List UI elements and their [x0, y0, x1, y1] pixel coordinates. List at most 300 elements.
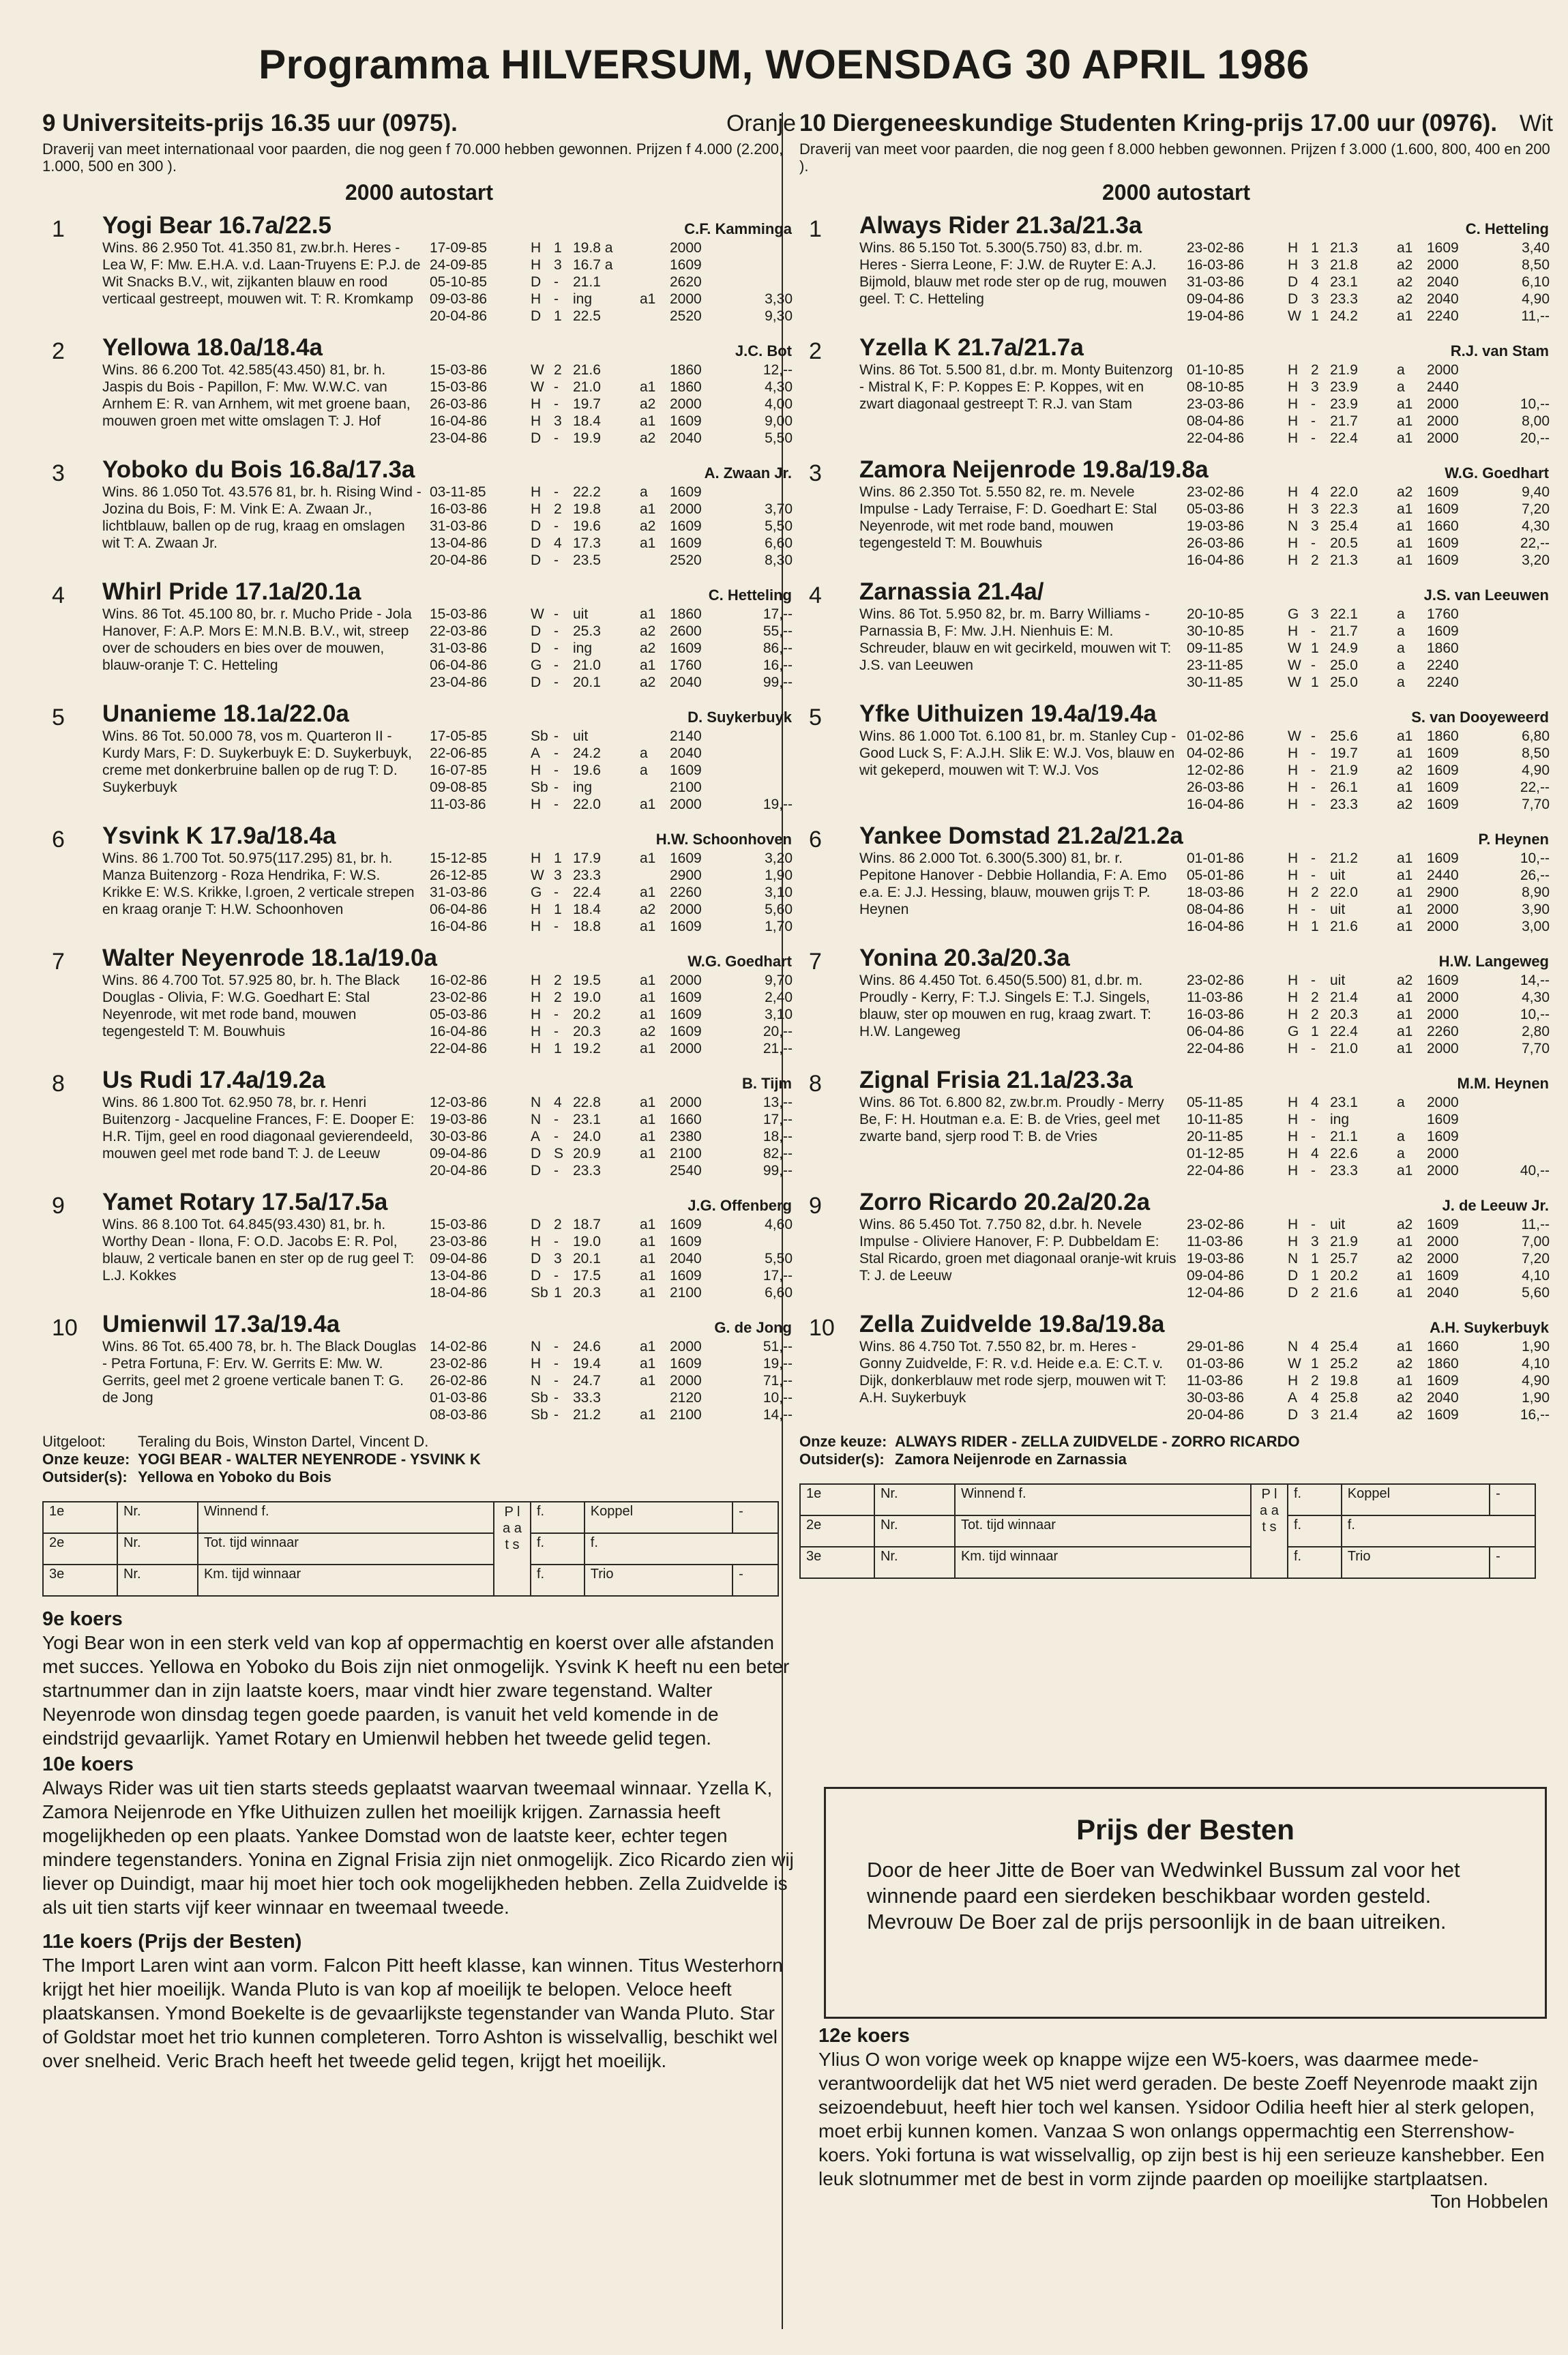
start-cell: - — [554, 657, 559, 673]
horse-number: 1 — [52, 216, 65, 242]
start-cell: 19.6 — [573, 762, 601, 778]
start-cell: 1860 — [670, 606, 702, 622]
start-cell: 17-05-85 — [430, 728, 488, 744]
start-cell: 3,10 — [765, 1007, 793, 1022]
start-cell: 2000 — [1427, 396, 1459, 412]
start-cell: 22.4 — [1330, 430, 1358, 446]
start-cell: 25.4 — [1330, 518, 1358, 534]
start-cell: 01-10-85 — [1187, 362, 1245, 378]
start-row — [430, 867, 796, 884]
horse-info: Wins. 86 Tot. 6.800 82, zw.br.m. Proudly - Merry Be, F: H. Houtman e.a. E: B. de Vries, geel met zwarte band, sjerp rood T: B. de Vries — [859, 1095, 1164, 1144]
start-cell: 3,20 — [765, 850, 793, 866]
bet-dash: - — [1490, 1547, 1535, 1578]
start-cell: 22.6 — [1330, 1146, 1358, 1161]
start-cell: H — [1288, 396, 1299, 412]
start-cell: 25.4 — [1330, 1339, 1358, 1354]
start-row — [430, 484, 796, 501]
start-cell: - — [554, 1007, 559, 1022]
horse-info: Wins. 86 1.800 Tot. 62.950 78, br. r. Henri Buitenzorg - Jacqueline Frances, F: E. Dooper E: H.R. Tijm, geel en rood diagonaal gevierendeeld, mouwen geel met rode band T: J. de Leeuw — [102, 1095, 415, 1161]
start-cell: H — [1288, 1146, 1299, 1161]
start-cell: 23.5 — [573, 552, 601, 568]
start-cell: 1660 — [1427, 1339, 1459, 1354]
horse-number: 3 — [809, 460, 822, 486]
start-cell: H — [1288, 413, 1299, 429]
start-cell: 05-01-86 — [1187, 868, 1245, 883]
start-cell: a1 — [1397, 885, 1413, 900]
start-cell: - — [1311, 868, 1316, 883]
start-cell: 2000 — [1427, 257, 1459, 273]
horse-trainer: H.W. Schoonhoven — [655, 831, 792, 848]
start-cell: 23.1 — [1330, 274, 1358, 290]
k12-title: 12e koers — [818, 2025, 910, 2047]
start-cell: a2 — [1397, 1407, 1413, 1423]
start-row — [1187, 779, 1553, 796]
start-cell: 11-03-86 — [1187, 990, 1243, 1005]
start-row — [430, 273, 796, 291]
start-cell — [1495, 1111, 1550, 1128]
horse-name: Always Rider 21.3a/21.3a — [859, 212, 1142, 239]
start-cell: 19,-- — [763, 797, 793, 812]
start-cell: 1609 — [1427, 535, 1459, 551]
horse-starts — [1187, 361, 1553, 447]
start-cell: a1 — [640, 990, 656, 1005]
start-cell: 55,-- — [763, 623, 793, 639]
start-cell: 2000 — [1427, 1146, 1459, 1161]
start-cell: - — [1311, 623, 1316, 639]
start-row — [1187, 518, 1553, 535]
start-row — [430, 1162, 796, 1179]
start-row — [430, 989, 796, 1006]
start-row — [430, 1094, 796, 1111]
horse-name: Zorro Ricardo 20.2a/20.2a — [859, 1189, 1151, 1215]
start-cell: 4,60 — [765, 1217, 793, 1232]
start-cell: 09-11-85 — [1187, 640, 1243, 656]
horse-entry — [799, 578, 1553, 691]
start-cell: 2000 — [1427, 1041, 1459, 1056]
start-cell: 16-03-86 — [1187, 257, 1245, 273]
start-cell: H — [1288, 919, 1299, 934]
start-cell: 14,-- — [1520, 973, 1550, 988]
horse-entry — [799, 700, 1553, 813]
start-cell: H — [1288, 868, 1299, 883]
start-cell: - — [1311, 745, 1316, 761]
start-cell: 2000 — [670, 291, 702, 307]
horse-number: 8 — [809, 1071, 822, 1097]
start-cell: 19.0 — [573, 990, 601, 1005]
start-row — [430, 850, 796, 867]
horse-trainer: A.H. Suykerbuyk — [1430, 1319, 1549, 1336]
outsider-value: Yellowa en Yoboko du Bois — [138, 1468, 332, 1485]
start-cell: 7,00 — [1522, 1234, 1550, 1249]
start-row — [430, 623, 796, 640]
horse-info: Wins. 86 Tot. 65.400 78, br. h. The Black Douglas - Petra Fortuna, F: Erv. W. Gerrits E: Mw. W. Gerrits, geel met 2 groene verticale banen T: G. de Jong — [102, 1339, 417, 1406]
start-cell: 7,20 — [1522, 501, 1550, 517]
start-cell: - — [554, 1373, 559, 1389]
start-row — [430, 884, 796, 901]
start-cell: 2 — [1311, 552, 1319, 568]
start-cell: ing — [1330, 1112, 1350, 1127]
start-cell: 2440 — [1427, 379, 1459, 395]
start-cell: a1 — [640, 291, 656, 307]
start-cell: 30-10-85 — [1187, 623, 1245, 639]
start-cell: W — [531, 362, 544, 378]
start-cell: 1609 — [670, 413, 702, 429]
horse-name: Yamet Rotary 17.5a/17.5a — [102, 1189, 388, 1215]
start-cell: 4,90 — [1522, 1373, 1550, 1389]
bet-place: 1e — [43, 1502, 117, 1533]
start-cell: 6,60 — [765, 1285, 793, 1301]
start-cell: 9,40 — [1522, 484, 1550, 500]
start-cell: 2000 — [1427, 430, 1459, 446]
start-cell: - — [1311, 1129, 1316, 1144]
start-row — [1187, 430, 1553, 447]
horse-number: 10 — [52, 1315, 78, 1341]
start-cell: a — [1397, 379, 1405, 395]
race-9-extras — [42, 1433, 796, 1486]
start-cell: 17.3 — [573, 535, 601, 551]
start-cell — [640, 1162, 670, 1179]
start-cell: a2 — [640, 640, 656, 656]
start-cell — [1495, 623, 1550, 640]
start-cell: 1760 — [670, 657, 702, 673]
page-title: Programma HILVERSUM, WOENSDAG 30 APRIL 1986 — [258, 42, 1310, 87]
horse-entry — [799, 334, 1553, 447]
bet-f: f. — [585, 1533, 778, 1565]
bet-f: f. — [1288, 1547, 1342, 1578]
start-cell: 22.5 — [573, 308, 601, 324]
k11-text: The Import Laren wint aan vorm. Falcon Pitt heeft klasse, kan winnen. Titus Westerhorn krijgt het hier moeilijk. Wanda Pluto is van kop af moeilijk te belopen. Veloce heeft plaatskansen. Ymond Boekelte is de gevaarlijkste tegenstander van Wanda Pluto. Star of Goldstar moet het trio kunnen completeren. Torro Ashton is wisselvallig, beschikt wel over snelheid. Veric Brach heeft het tweede gelid tegen, krijgt het moeilijk. — [42, 1955, 783, 2071]
start-cell: D — [531, 640, 542, 656]
start-cell: 23-02-86 — [430, 1356, 488, 1372]
start-cell: a1 — [640, 1007, 656, 1022]
start-cell: 2 — [1311, 362, 1319, 378]
race-9-column — [42, 109, 796, 2073]
start-cell: 22,-- — [1520, 780, 1550, 795]
start-row — [1187, 989, 1553, 1006]
horse-info: Wins. 86 2.950 Tot. 41.350 81, zw.br.h. Heres - Lea W, F: Mw. E.H.A. v.d. Laan-Truyens E: P.J. de Wit Snacks B.V., wit, zijkanten blauw en rood verticaal gestreept, mouwen wit. T: R. Kromkamp — [102, 240, 421, 307]
start-cell: 22-04-86 — [1187, 1163, 1245, 1179]
start-cell: 25.8 — [1330, 1390, 1358, 1406]
start-cell: 3 — [554, 1251, 562, 1267]
start-cell: 19-04-86 — [1187, 308, 1245, 324]
start-cell: a1 — [640, 1095, 656, 1110]
start-cell — [640, 728, 670, 745]
start-cell: 23-02-86 — [1187, 240, 1245, 256]
start-row — [430, 256, 796, 273]
start-cell: a — [1397, 362, 1405, 378]
start-cell: - — [554, 745, 559, 761]
start-cell: 1609 — [1427, 623, 1459, 639]
start-cell: a1 — [1397, 728, 1413, 744]
start-cell: 23.1 — [1330, 1095, 1358, 1110]
start-row — [430, 430, 796, 447]
start-cell: a — [1397, 606, 1405, 622]
horse-info: Wins. 86 2.000 Tot. 6.300(5.300) 81, br. r. Pepitone Hanover - Debbie Hollandia, F: A. Emo e.a. E: J.J. Hessing, blauw, mouwen grijs T: P. Heynen — [859, 850, 1167, 917]
start-cell: 4,30 — [765, 379, 793, 395]
start-cell: 21.9 — [1330, 762, 1358, 778]
start-row — [1187, 623, 1553, 640]
start-cell: a1 — [640, 1129, 656, 1144]
start-cell: 1 — [1311, 675, 1319, 690]
horse-number: 2 — [809, 338, 822, 364]
keuze-value: ALWAYS RIDER - ZELLA ZUIDVELDE - ZORRO RICARDO — [895, 1433, 1300, 1450]
bet-nr: Nr. — [874, 1484, 955, 1515]
start-cell: 03-11-85 — [430, 484, 486, 500]
horse-info: Wins. 86 5.150 Tot. 5.300(5.750) 83, d.br. m. Heres - Sierra Leone, F: J.W. de Ruyter E: A.J. Bijmold, blauw met rode ster op de rug, mouwen geel. T: C. Hetteling — [859, 240, 1167, 307]
horse-info: Wins. 86 4.450 Tot. 6.450(5.500) 81, d.br. m. Proudly - Kerry, F: T.J. Singels E: T.J. Singels, blauw, ster op mouwen en rug, kraag zwart. T: H.W. Langeweg — [859, 973, 1151, 1039]
start-cell: 25.2 — [1330, 1356, 1358, 1372]
start-cell: 2040 — [670, 745, 702, 761]
start-row — [430, 396, 796, 413]
horse-entry — [42, 578, 796, 691]
start-cell: - — [1311, 797, 1316, 812]
start-row — [1187, 850, 1553, 867]
start-cell: 20.2 — [1330, 1268, 1358, 1284]
start-row — [430, 501, 796, 518]
start-cell: a1 — [1397, 308, 1413, 324]
start-cell: H — [1288, 430, 1299, 446]
start-row — [1187, 1040, 1553, 1057]
start-row — [430, 291, 796, 308]
start-cell: H — [531, 257, 542, 273]
start-cell: 1609 — [670, 484, 702, 500]
start-cell: 09-04-86 — [430, 1251, 488, 1267]
start-cell: H — [1288, 850, 1299, 866]
start-cell: H — [531, 850, 542, 866]
start-cell: 1609 — [1427, 797, 1459, 812]
commentary-9 — [42, 1608, 796, 1750]
start-cell: a — [640, 762, 648, 778]
start-cell: 1609 — [670, 1217, 702, 1232]
bet-nr: Nr. — [117, 1565, 198, 1596]
start-cell: 2240 — [1427, 657, 1459, 673]
start-cell: 1609 — [1427, 1407, 1459, 1423]
start-cell: - — [1311, 1163, 1316, 1179]
horse-trainer: C. Hetteling — [1465, 220, 1549, 237]
horse-starts — [1187, 972, 1553, 1057]
start-cell: H — [531, 291, 542, 307]
start-cell — [738, 745, 793, 762]
horse-starts — [1187, 1094, 1553, 1179]
start-cell: H — [531, 1041, 542, 1056]
start-cell: 8,00 — [1522, 413, 1550, 429]
horse-trainer: M.M. Heynen — [1457, 1075, 1549, 1092]
start-row — [430, 1406, 796, 1423]
start-cell: a1 — [1397, 1024, 1413, 1039]
start-cell: 20.9 — [573, 1146, 601, 1161]
horse-starts — [1187, 606, 1553, 691]
start-cell: H — [1288, 379, 1299, 395]
commentary-10 — [42, 1753, 796, 1919]
start-cell: 16.7 a — [573, 257, 613, 273]
start-cell: a — [1397, 1146, 1405, 1161]
start-cell: a — [640, 745, 648, 761]
start-row — [430, 657, 796, 674]
start-cell: 2240 — [1427, 675, 1459, 690]
race-9-description: Draverij van meet internationaal voor paarden, die nog geen f 70.000 hebben gewonnen. Prijzen f 4.000 (2.200, 1.000, 500 en 300 ). — [42, 140, 784, 175]
horse-trainer: C. Hetteling — [708, 587, 792, 604]
horse-trainer: P. Heynen — [1478, 831, 1549, 848]
start-cell: 1609 — [1427, 1217, 1459, 1232]
bet-place: 1e — [800, 1484, 874, 1515]
horse-starts — [1187, 1216, 1553, 1301]
horse-name: Zamora Neijenrode 19.8a/19.8a — [859, 456, 1209, 483]
start-cell: 1609 — [670, 535, 702, 551]
start-cell: 1609 — [1427, 780, 1459, 795]
bet-label: Km. tijd winnaar — [198, 1565, 494, 1596]
start-cell: a2 — [1397, 1356, 1413, 1372]
start-cell: Sb — [531, 1285, 548, 1301]
start-cell: a1 — [1397, 430, 1413, 446]
start-cell: a1 — [640, 885, 656, 900]
start-cell: 8,30 — [765, 552, 793, 568]
start-cell — [1495, 674, 1550, 691]
horse-trainer: H.W. Langeweg — [1438, 953, 1549, 970]
start-row — [430, 972, 796, 989]
start-cell: 2000 — [1427, 902, 1459, 917]
race-9-color: Oranje — [726, 110, 796, 136]
start-cell: 18-04-86 — [430, 1285, 488, 1301]
start-cell: 22.3 — [1330, 501, 1358, 517]
start-row — [1187, 256, 1553, 273]
start-cell: 2000 — [1427, 413, 1459, 429]
start-cell: a1 — [640, 1407, 656, 1423]
start-cell: a1 — [1397, 745, 1413, 761]
start-cell: 16-04-86 — [430, 919, 488, 934]
start-cell: 09-04-86 — [1187, 291, 1245, 307]
start-cell — [640, 273, 670, 291]
start-cell: 18.7 — [573, 1217, 601, 1232]
start-cell: W — [531, 379, 544, 395]
outsider-label: Outsider(s): — [42, 1468, 128, 1485]
start-cell: 16-04-86 — [1187, 919, 1245, 934]
start-row — [1187, 1372, 1553, 1389]
start-cell: - — [554, 623, 559, 639]
start-cell: - — [554, 1112, 559, 1127]
start-cell: D — [531, 1251, 542, 1267]
start-cell: 24.9 — [1330, 640, 1358, 656]
start-cell: 18.8 — [573, 919, 601, 934]
start-cell: 21.2 — [573, 1407, 601, 1423]
bet-label: Tot. tijd winnaar — [955, 1515, 1251, 1547]
horse-starts — [1187, 728, 1553, 813]
horse-name: Umienwil 17.3a/19.4a — [102, 1311, 340, 1337]
start-cell — [738, 239, 793, 256]
race-9-horse-list — [42, 212, 796, 1423]
start-row — [1187, 1338, 1553, 1355]
uitgeloot-label: Uitgeloot: — [42, 1433, 106, 1450]
horse-name: Yellowa 18.0a/18.4a — [102, 334, 323, 361]
start-cell: 1 — [554, 902, 562, 917]
start-cell: W — [531, 606, 544, 622]
start-cell: 26,-- — [1520, 868, 1550, 883]
start-cell: 12-03-86 — [430, 1095, 488, 1110]
k11-title: 11e koers (Prijs der Besten) — [42, 1931, 302, 1953]
start-cell: 11-03-86 — [1187, 1234, 1243, 1249]
start-cell: 2,40 — [765, 990, 793, 1005]
start-cell: a1 — [640, 1234, 656, 1249]
bet-f: f. — [1288, 1515, 1342, 1547]
start-cell: 6,10 — [1522, 274, 1550, 290]
start-row — [430, 918, 796, 935]
start-cell: a1 — [640, 919, 656, 934]
start-cell: a1 — [640, 501, 656, 517]
start-row — [1187, 867, 1553, 884]
start-cell: 16-04-86 — [430, 413, 488, 429]
start-cell: ing — [573, 780, 593, 795]
start-cell: 08-04-86 — [1187, 902, 1245, 917]
start-row — [1187, 901, 1553, 918]
start-cell: 23.9 — [1330, 379, 1358, 395]
start-cell: 2 — [554, 501, 562, 517]
start-cell: a1 — [640, 1041, 656, 1056]
start-cell: 3 — [554, 868, 562, 883]
start-cell: a1 — [1397, 1041, 1413, 1056]
start-cell: 09-08-85 — [430, 780, 488, 795]
start-cell: 10,-- — [1520, 1007, 1550, 1022]
start-row — [1187, 884, 1553, 901]
horse-starts — [430, 850, 796, 935]
start-row — [1187, 674, 1553, 691]
start-cell: 1860 — [1427, 728, 1459, 744]
start-cell: 71,-- — [763, 1373, 793, 1389]
start-row — [1187, 308, 1553, 325]
horse-number: 10 — [809, 1315, 835, 1341]
start-cell: a1 — [640, 1339, 656, 1354]
start-cell: 3,70 — [765, 501, 793, 517]
start-cell: D — [1288, 1268, 1299, 1284]
start-cell: a1 — [640, 413, 656, 429]
start-cell: 16-04-86 — [1187, 552, 1245, 568]
start-cell: 05-03-86 — [1187, 501, 1245, 517]
start-cell: 1609 — [1427, 1112, 1459, 1127]
start-cell: H — [1288, 623, 1299, 639]
prize-title: Prijs der Besten — [1076, 1813, 1295, 1846]
start-cell: a1 — [1397, 919, 1413, 934]
start-cell: 6,60 — [765, 535, 793, 551]
keuze-value: YOGI BEAR - WALTER NEYENRODE - YSVINK K — [138, 1451, 481, 1468]
start-cell: a1 — [640, 1217, 656, 1232]
start-cell: 1609 — [1427, 973, 1459, 988]
horse-trainer: J.S. van Leeuwen — [1423, 587, 1549, 604]
start-cell: 19.8 — [573, 501, 601, 517]
start-cell: 8,90 — [1522, 885, 1550, 900]
start-cell: a1 — [1397, 868, 1413, 883]
start-cell: A — [1288, 1390, 1298, 1406]
start-cell: H — [1288, 885, 1299, 900]
start-cell: 1 — [554, 308, 562, 324]
start-row — [1187, 762, 1553, 779]
start-cell: H — [1288, 362, 1299, 378]
bet-dash: - — [733, 1565, 778, 1596]
start-cell: H — [1288, 1007, 1299, 1022]
start-cell: 22.4 — [573, 885, 601, 900]
start-cell: 3,20 — [1522, 552, 1550, 568]
start-cell: 1609 — [670, 990, 702, 1005]
start-cell: 26-03-86 — [1187, 780, 1245, 795]
start-cell: 1,90 — [1522, 1339, 1550, 1354]
start-cell: 4 — [1311, 1095, 1319, 1110]
start-cell: a1 — [640, 1356, 656, 1372]
keuze-label: Onze keuze: — [42, 1451, 130, 1468]
start-cell: 1 — [554, 1285, 562, 1301]
start-cell: 01-01-86 — [1187, 850, 1245, 866]
start-cell: a1 — [1397, 990, 1413, 1005]
start-cell: 21.2 — [1330, 850, 1358, 866]
start-cell: a2 — [640, 396, 656, 412]
start-cell: 26-02-86 — [430, 1373, 488, 1389]
start-cell: 1609 — [1427, 1268, 1459, 1284]
